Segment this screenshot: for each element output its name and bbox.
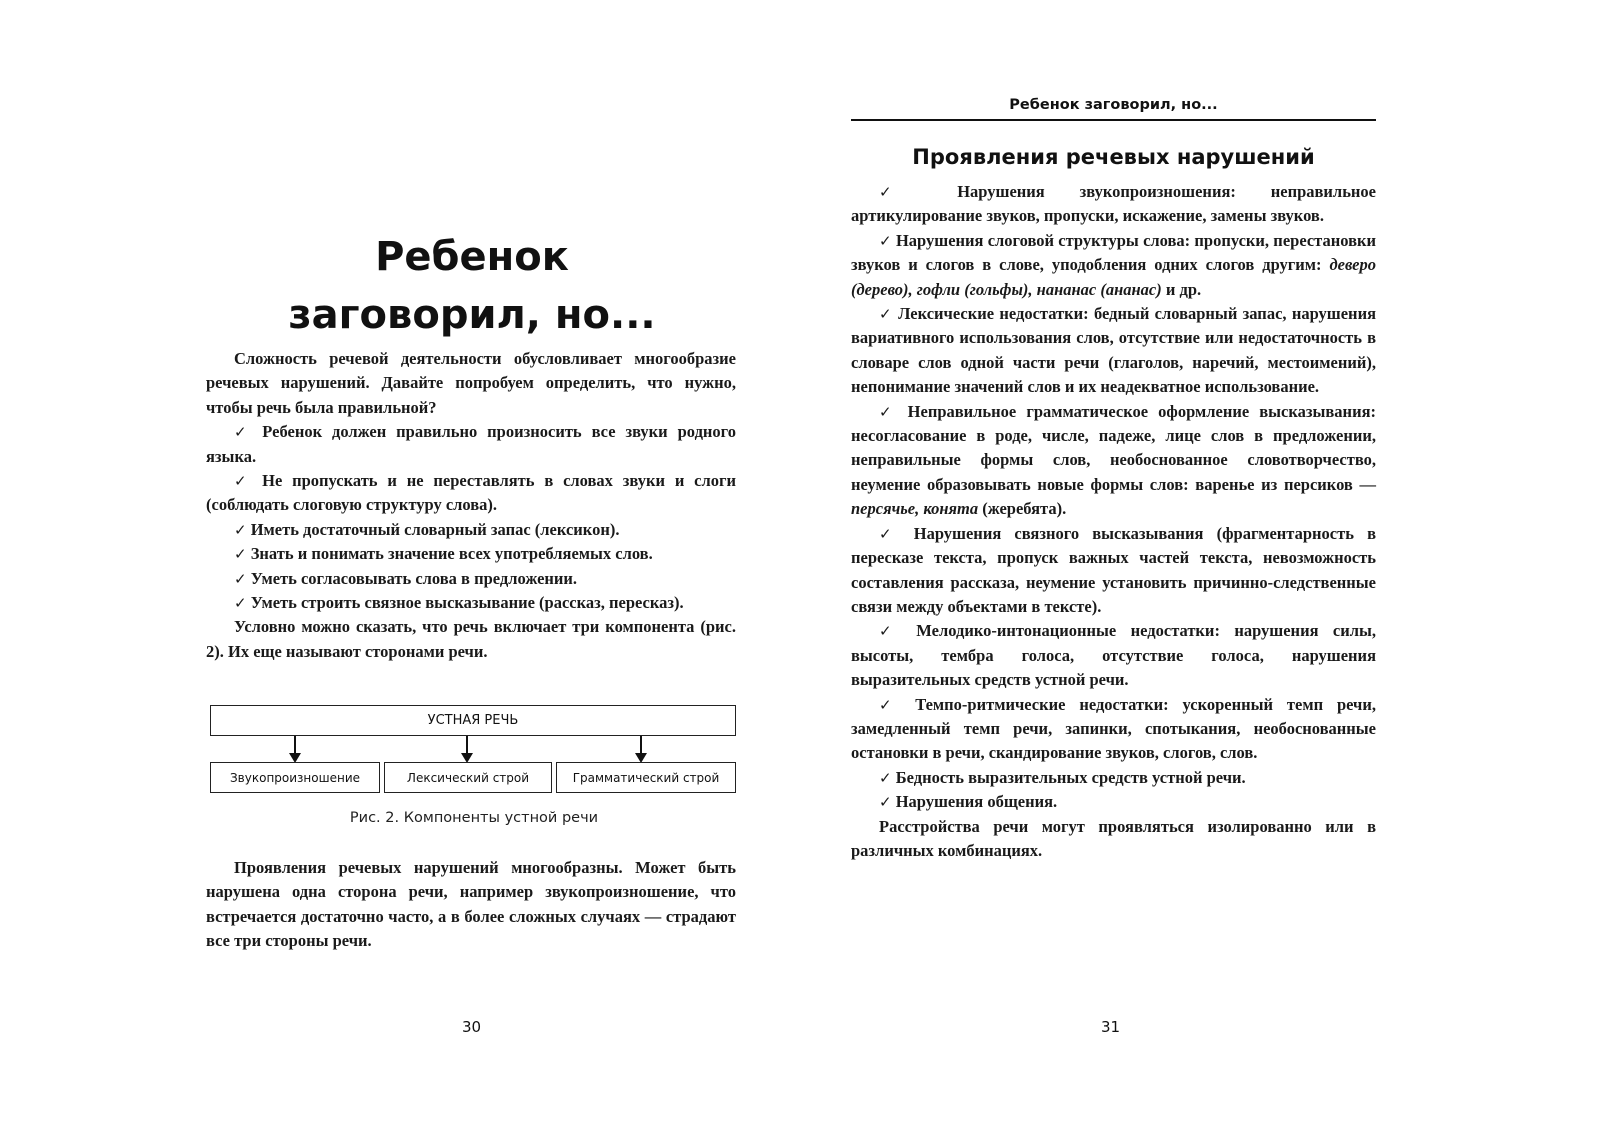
page-number-right: 31 bbox=[1101, 1018, 1121, 1036]
check-icon: ✓ bbox=[879, 793, 892, 812]
requirement-item: ✓ Уметь согласовывать слова в предложении. bbox=[234, 568, 578, 588]
chapter-title bbox=[208, 228, 736, 344]
right-body-text bbox=[851, 180, 1376, 863]
right-page bbox=[800, 0, 1601, 1132]
check-icon: ✓ bbox=[234, 520, 247, 539]
left-body-text bbox=[206, 347, 736, 664]
check-icon: ✓ bbox=[879, 183, 923, 201]
disorder-item: ✓ Нарушения общения. bbox=[879, 792, 1058, 812]
requirement-item: ✓ Не пропускать и не переставлять в словах звуки и слоги (соблюдать слоговую структуру слова). bbox=[206, 471, 736, 515]
diagram-root-box: УСТНАЯ РЕЧЬ bbox=[210, 705, 736, 736]
disorder-item: ✓ Нарушения слоговой структуры слова: пропуски, перестановки звуков и слогов в слове, уподобления одних слогов другим: деверо (дерево), гофли (гольфы), нананас (ананас) и др. bbox=[851, 230, 1376, 299]
disorder-item: ✓ Темпо-ритмические недостатки: ускоренный темп речи, замедленный темп речи, запинки, спотыкания, необоснованные остановки в речи, скандирование звуков, слогов, слов. bbox=[851, 694, 1376, 763]
disorder-item: ✓ Бедность выразительных средств устной речи. bbox=[879, 767, 1246, 787]
check-icon: ✓ bbox=[234, 472, 253, 491]
diagram-box-sound: Звукопроизношение bbox=[210, 762, 380, 793]
disorder-item: ✓ Неправильное грамматическое оформление высказывания: несогласование в роде, числе, падеже, лице слов в предложении, неправильные формы слов, необоснованное словотворчество, неумение образовывать новые формы слов: варенье из персиков — персячье, конята (жеребята). bbox=[851, 401, 1376, 519]
check-icon: ✓ bbox=[879, 231, 892, 250]
left-page bbox=[0, 0, 800, 1132]
requirement-item: ✓ Иметь достаточный словарный запас (лексикон). bbox=[234, 519, 620, 539]
diagram-box-grammar: Грамматический строй bbox=[556, 762, 736, 793]
disorder-item: ✓ Нарушения звукопроизношения: неправильное артикулирование звуков, пропуски, искажение, замены звуков. bbox=[851, 182, 1376, 226]
intro-paragraph: Сложность речевой деятельности обусловливает многообразие речевых нарушений. Давайте попробуем определить, что нужно, чтобы речь была правильной? bbox=[206, 349, 736, 417]
check-icon: ✓ bbox=[879, 622, 902, 641]
requirement-item: ✓ Ребенок должен правильно произносить все звуки родного языка. bbox=[206, 422, 737, 466]
running-head: Ребенок заговорил, но... bbox=[1009, 97, 1218, 113]
disorder-item: ✓ Мелодико-интонационные недостатки: нарушения силы, высоты, тембра голоса, отсутствие голоса, нарушения выразительных средств устной речи. bbox=[851, 621, 1376, 690]
left-closing-text bbox=[206, 856, 736, 954]
check-icon: ✓ bbox=[879, 402, 898, 421]
requirement-item: ✓ Уметь строить связное высказывание (рассказ, пересказ). bbox=[234, 593, 684, 613]
check-icon: ✓ bbox=[234, 423, 253, 442]
check-icon: ✓ bbox=[234, 594, 247, 613]
disorder-item: ✓ Лексические недостатки: бедный словарный запас, нарушения вариативного использования слов, отсутствие или недостаточность в словаре слов одной части речи (глаголов, наречий, местоимений), непонимание значений слов и их неадекватное использование. bbox=[851, 304, 1376, 397]
diagram-box-lexical: Лексический строй bbox=[384, 762, 552, 793]
check-icon: ✓ bbox=[879, 524, 901, 543]
requirement-item: ✓ Знать и понимать значение всех употребляемых слов. bbox=[234, 544, 653, 564]
chapter-title-line1: Ребенок bbox=[375, 234, 569, 280]
disorder-item: ✓ Нарушения связного высказывания (фрагментарность в пересказе текста, пропуск важных частей текста, невозможность составления рассказа, неумение установить причинно-следственные связи между объектами в тексте). bbox=[851, 523, 1377, 616]
check-icon: ✓ bbox=[879, 695, 902, 714]
check-icon: ✓ bbox=[234, 569, 247, 588]
closing-paragraph: Проявления речевых нарушений многообразны. Может быть нарушена одна сторона речи, например звукопроизношение, что встречается достаточно часто, а в более сложных случаях — страдают все три стороны речи. bbox=[206, 858, 736, 951]
closing-paragraph: Расстройства речи могут проявляться изолированно или в различных комбинациях. bbox=[851, 816, 1376, 860]
check-icon: ✓ bbox=[879, 768, 892, 787]
figure-caption: Рис. 2. Компоненты устной речи bbox=[349, 810, 599, 826]
header-rule bbox=[851, 119, 1376, 121]
speech-components-diagram bbox=[210, 705, 738, 800]
check-icon: ✓ bbox=[234, 545, 247, 564]
components-paragraph: Условно можно сказать, что речь включает три компонента (рис. 2). Их еще называют сторонами речи. bbox=[206, 617, 736, 661]
check-icon: ✓ bbox=[879, 305, 893, 324]
section-title: Проявления речевых нарушений bbox=[912, 145, 1315, 169]
page-number-left: 30 bbox=[462, 1018, 482, 1036]
chapter-title-line2: заговорил, но... bbox=[288, 292, 656, 338]
